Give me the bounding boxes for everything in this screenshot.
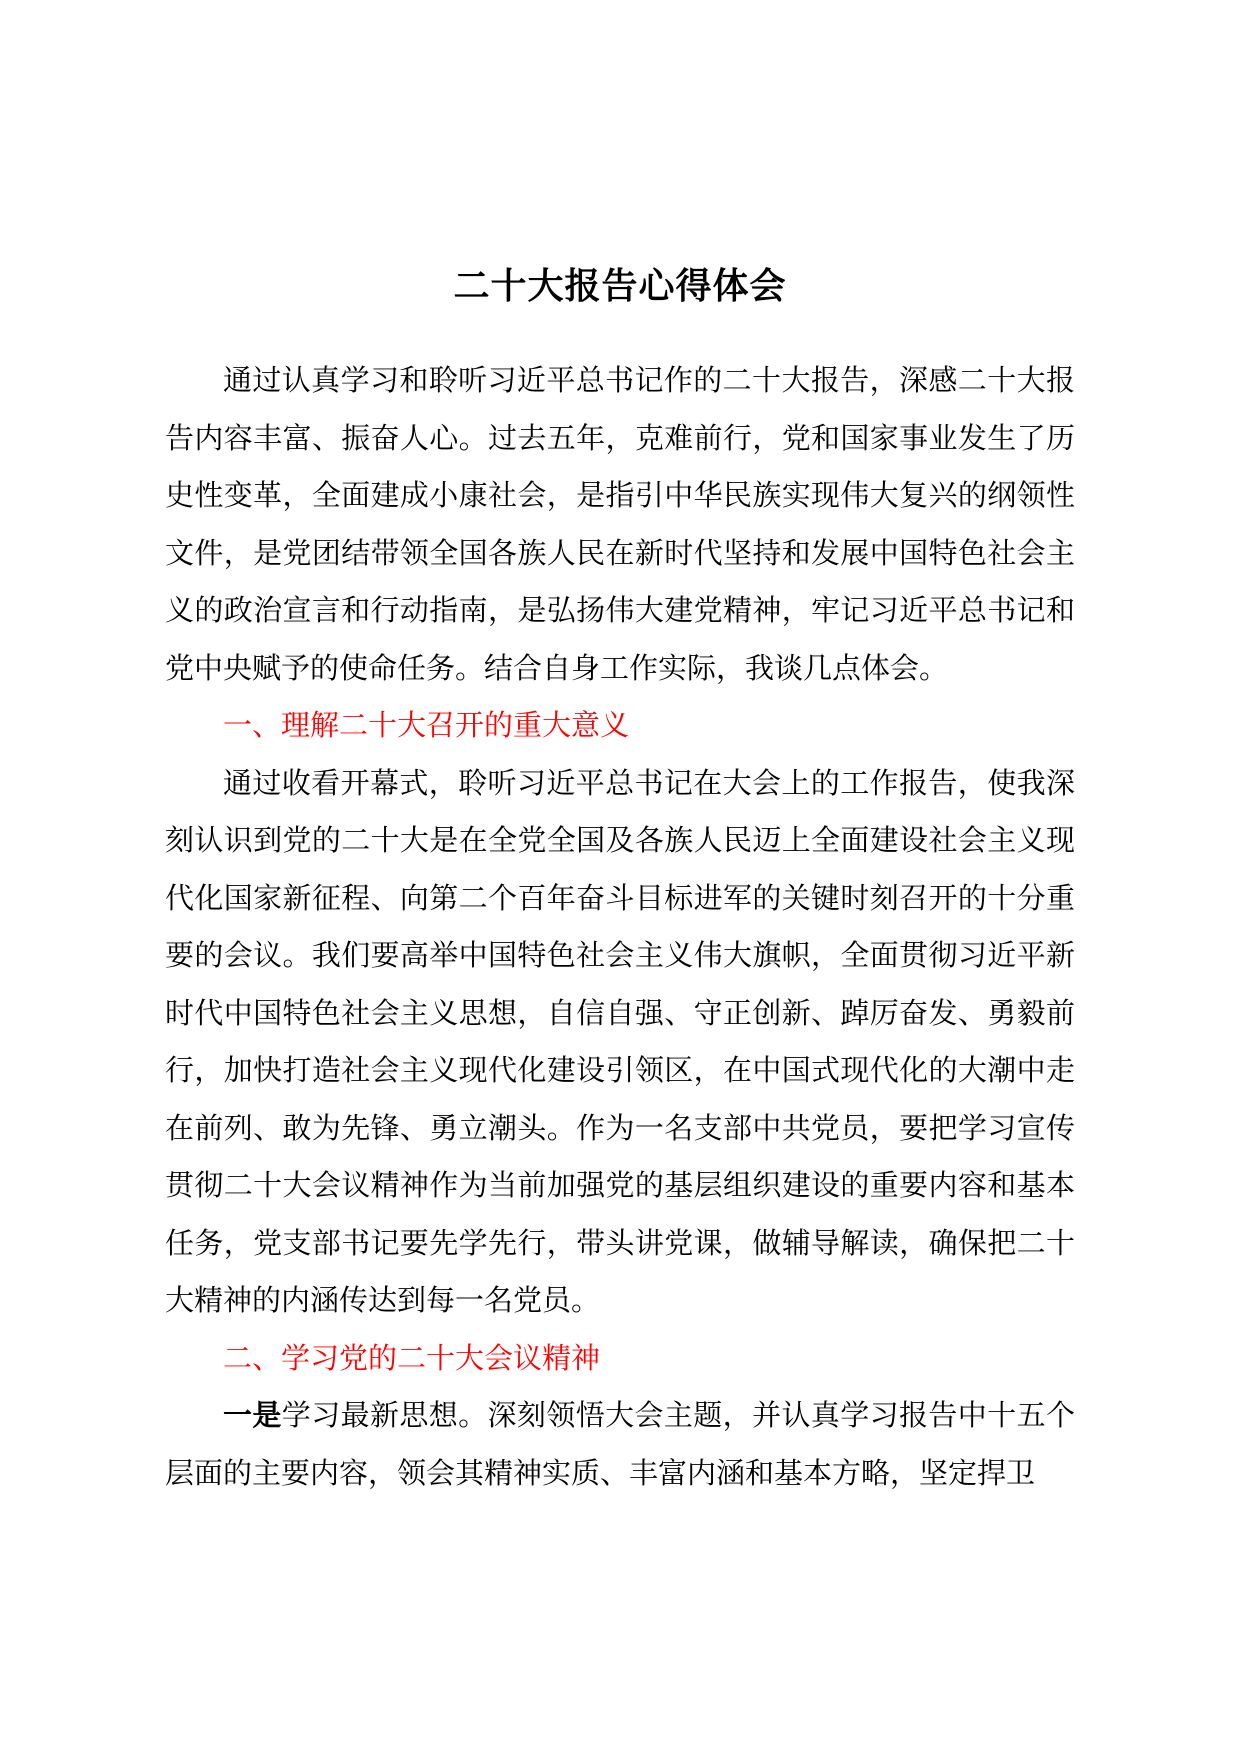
section-1-heading: 一、理解二十大召开的重大意义 xyxy=(223,708,630,742)
section-1-paragraph: 通过收看开幕式，聆听习近平总书记在大会上的工作报告，使我深刻认识到党的二十大是在全党全国及各族人民迈上全面建设社会主义现代化国家新征程、向第二个百年奋斗目标进军的关键时刻召开的十分重要的会议。我们要高举中国特色社会主义伟大旗帜，全面贯彻习近平新时代中国特色社会主义思想，自信自强、守正创新、踔厉奋发、勇毅前行，加快打造社会主义现代化建设引领区，在中国式现代化的大潮中走在前列、敢为先锋、勇立潮头。作为一名支部中共党员，要把学习宣传贯彻二十大会议精神作为当前加强党的基层组织建设的重要内容和基本任务，党支部书记要先学先行，带头讲党课，做辅导解读，确保把二十大精神的内涵传达到每一名党员。 xyxy=(165,765,1075,1317)
intro-paragraph: 通过认真学习和聆听习近平总书记作的二十大报告，深感二十大报告内容丰富、振奋人心。过去五年，克难前行，党和国家事业发生了历史性变革，全面建成小康社会，是指引中华民族实现伟大复兴的纲领性文件，是党团结带领全国各族人民在新时代坚持和发展中国特色社会主义的政治宣言和行动指南，是弘扬伟大建党精神，牢记习近平总书记和党中央赋予的使命任务。结合自身工作实际，我谈几点体会。 xyxy=(165,363,1075,685)
section-2-paragraph xyxy=(165,1387,1075,1502)
section-2-text: 学习最新思想。深刻领悟大会主题，并认真学习报告中十五个层面的主要内容，领会其精神实质、丰富内涵和基本方略，坚定捍卫 xyxy=(165,1398,1075,1490)
document-title: 二十大报告心得体会 xyxy=(453,266,787,307)
section-2-lead: 一是 xyxy=(223,1398,282,1432)
document-body xyxy=(165,352,1075,1502)
section-2-heading: 二、学习党的二十大会议精神 xyxy=(223,1340,601,1375)
